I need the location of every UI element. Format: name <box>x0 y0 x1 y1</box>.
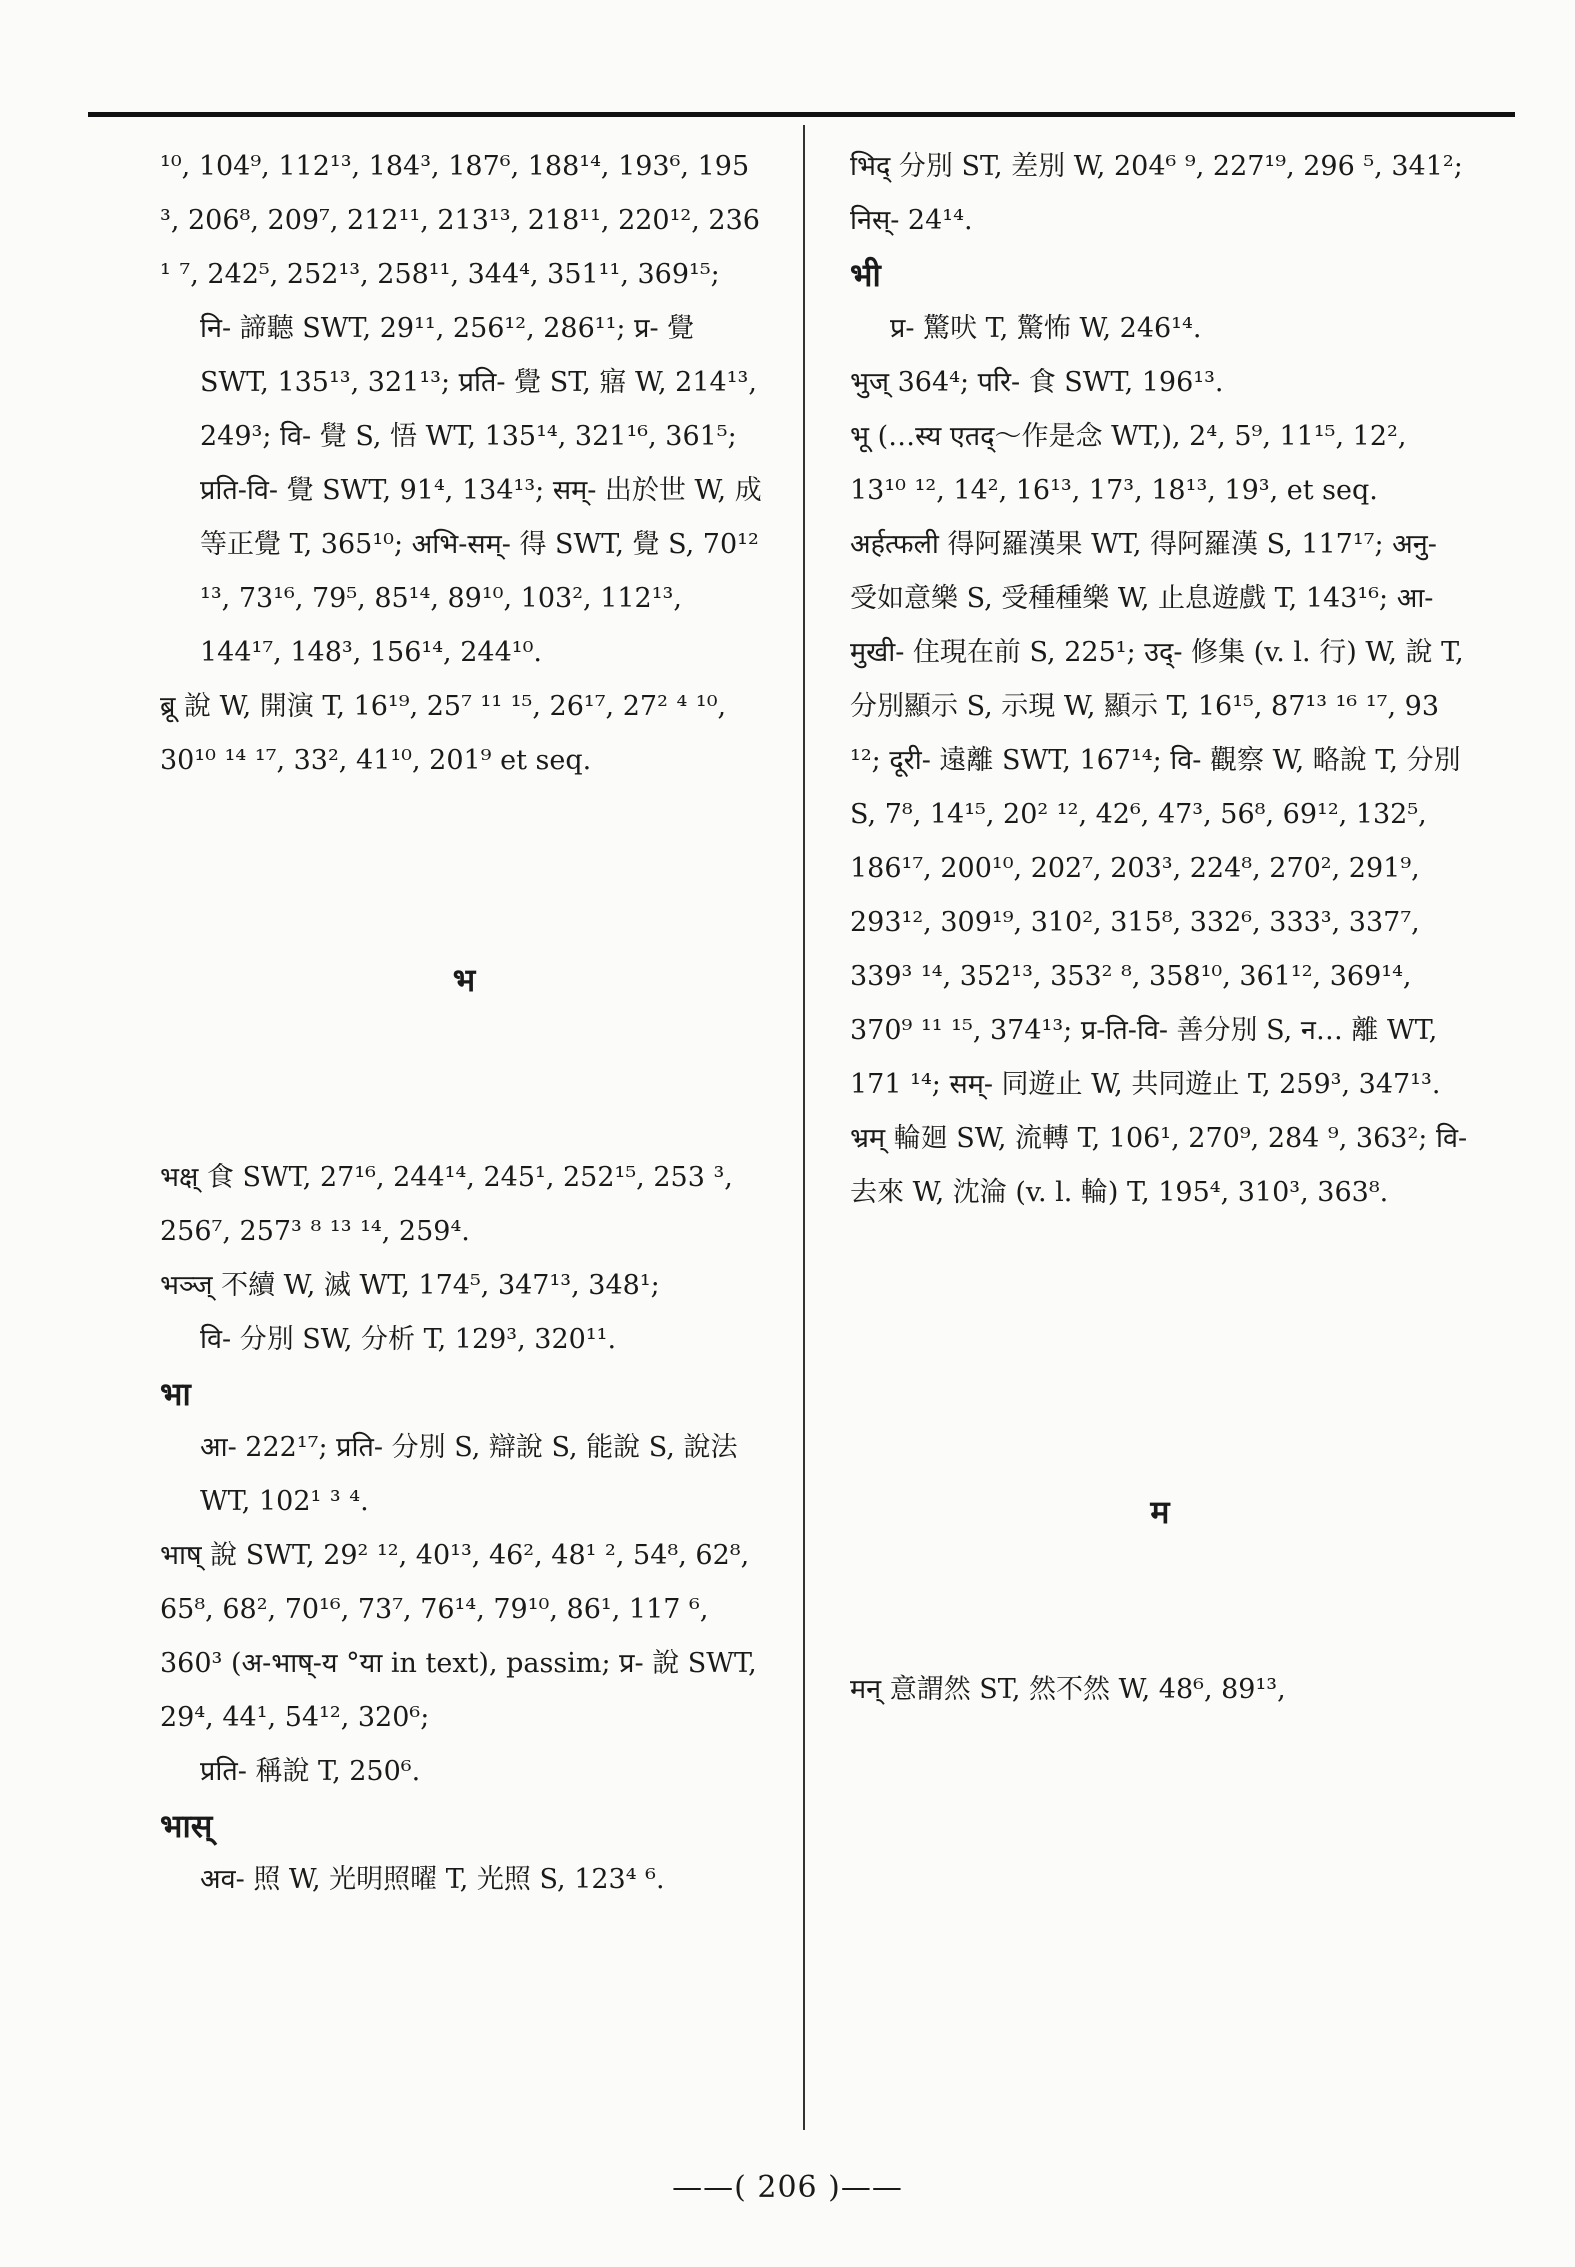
right-entry-bhu: भू (…स्य एतद्～作是念 WT,), 2⁴, 5⁹, 11¹⁵, 12², 13¹⁰ ¹², 14², 16¹³, 17³, 18¹³, 19³, et seq. <box>850 421 1407 506</box>
left-entry-bha-head: भा <box>160 1375 191 1413</box>
left-entry-bhanj: भञ्ज् 不續 W, 滅 WT, 174⁵, 347¹³, 348¹; <box>160 1270 660 1301</box>
column-divider <box>803 125 805 2130</box>
left-entry-bhaas-head: भास् <box>160 1807 213 1845</box>
right-entry-bhid: भिद् 分別 ST, 差別 W, 204⁶ ⁹, 227¹⁹, 296 ⁵, 341²; निस्- 24¹⁴. <box>850 151 1463 236</box>
left-entry-bhas-prati: प्रति- 稱說 T, 250⁶. <box>200 1756 421 1787</box>
left-entry-bhanj-vi: वि- 分別 SW, 分析 T, 129³, 320¹¹. <box>200 1324 617 1355</box>
right-entry-bhram: भ्रम् 輪廻 SW, 流轉 T, 106¹, 270⁹, 284 ⁹, 363²; वि- 去來 W, 沈淪 (v. l. 輪) T, 195⁴, 310³, 363⁸. <box>850 1123 1468 1208</box>
right-entry-bhi-head: भी <box>850 256 881 294</box>
left-entry-prefix-forms: नि- 諦聽 SWT, 29¹¹, 256¹², 286¹¹; प्र- 覺 SWT, 135¹³, 321¹³; प्रति- 覺 ST, 寤 W, 214¹³, 249³; वि- 覺 S, 悟 WT, 135¹⁴, 321¹⁶, 361⁵; प्रति-वि- 覺 SWT, 91⁴, 134¹³; सम्- 出於世 W, 成等正覺 T, 365¹⁰; अभि-सम्- 得 SWT, 覺 S, 70¹² ¹³, 73¹⁶, 79⁵, 85¹⁴, 89¹⁰, 103², 112¹³, 144¹⁷, 148³, 156¹⁴, 244¹⁰. <box>200 313 762 668</box>
right-column <box>850 140 1470 1717</box>
left-entry-bha-forms: आ- 222¹⁷; प्रति- 分別 S, 辯說 S, 能說 S, 說法 WT, 102¹ ³ ⁴. <box>200 1432 738 1517</box>
right-entry-bhuj: भुज् 364⁴; परि- 食 SWT, 196¹³. <box>850 367 1224 398</box>
top-rule <box>88 112 1515 117</box>
right-entry-bhi-pra: प्र- 驚吠 T, 驚怖 W, 246¹⁴. <box>890 313 1202 344</box>
left-entry-bru: ब्रू 說 W, 開演 T, 16¹⁹, 25⁷ ¹¹ ¹⁵, 26¹⁷, 27² ⁴ ¹⁰, 30¹⁰ ¹⁴ ¹⁷, 33², 41¹⁰, 201⁹ et seq. <box>160 691 727 776</box>
section-heading-bha: भ <box>452 961 476 999</box>
left-entry-bhaas-ava: अव- 照 W, 光明照曜 T, 光照 S, 123⁴ ⁶. <box>200 1864 665 1895</box>
section-heading-ma: म <box>1150 1493 1170 1531</box>
left-entry-bhas: भाष् 說 SWT, 29² ¹², 40¹³, 46², 48¹ ², 54⁸, 62⁸, 65⁸, 68², 70¹⁶, 73⁷, 76¹⁴, 79¹⁰, 86¹, 117 ⁶, 360³ (अ-भाष्-य °या in text), passim; प्र- 說 SWT, 29⁴, 44¹, 54¹², 320⁶; <box>160 1540 757 1733</box>
page-number: ——( 206 )—— <box>672 2170 903 2205</box>
left-entry-bhaks: भक्ष् 食 SWT, 27¹⁶, 244¹⁴, 245¹, 252¹⁵, 253 ³, 256⁷, 257³ ⁸ ¹³ ¹⁴, 259⁴. <box>160 1162 733 1247</box>
left-entry-continued: ¹⁰, 104⁹, 112¹³, 184³, 187⁶, 188¹⁴, 193⁶, 195 ³, 206⁸, 209⁷, 212¹¹, 213¹³, 218¹¹, 220¹², 236 ¹ ⁷, 242⁵, 252¹³, 258¹¹, 344⁴, 351¹¹, 369¹⁵; <box>160 151 760 290</box>
left-column <box>160 140 768 1907</box>
right-entry-arhatphali: अर्हत्फली 得阿羅漢果 WT, 得阿羅漢 S, 117¹⁷; अनु- 受如意樂 S, 受種種樂 W, 止息遊戲 T, 143¹⁶; आ-मुखी- 住現在前 S, 225¹; उद्- 修集 (v. l. 行) W, 說 T, 分別顯示 S, 示現 W, 顯示 T, 16¹⁵, 87¹³ ¹⁶ ¹⁷, 93 ¹²; दूरी- 遠離 SWT, 167¹⁴; वि- 觀察 W, 略說 T, 分別 S, 7⁸, 14¹⁵, 20² ¹², 42⁶, 47³, 56⁸, 69¹², 132⁵, 186¹⁷, 200¹⁰, 202⁷, 203³, 224⁸, 270², 291⁹, 293¹², 309¹⁹, 310², 315⁸, 332⁶, 333³, 337⁷, 339³ ¹⁴, 352¹³, 353² ⁸, 358¹⁰, 361¹², 369¹⁴, 370⁹ ¹¹ ¹⁵, 374¹³; प्र-ति-वि- 善分別 S, न… 離 WT, 171 ¹⁴; सम्- 同遊止 W, 共同遊止 T, 259³, 347¹³. <box>850 529 1464 1100</box>
right-entry-man: मन् 意謂然 ST, 然不然 W, 48⁶, 89¹³, <box>850 1674 1286 1705</box>
